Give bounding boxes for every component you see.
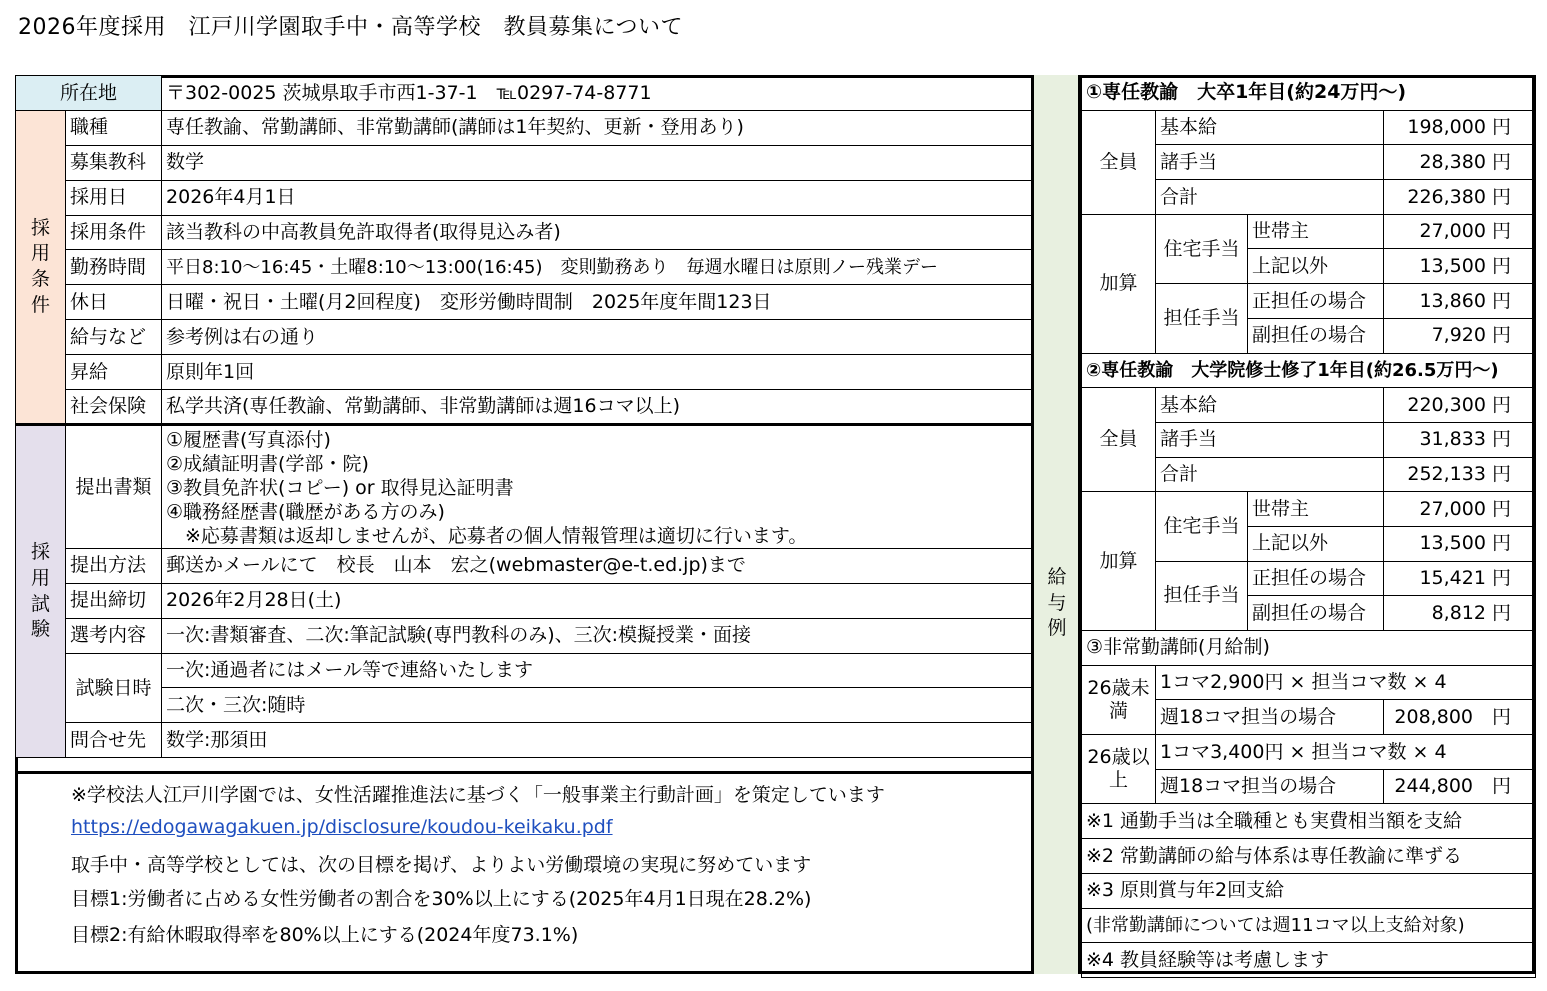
item-label: 週18コマ担当の場合 bbox=[1156, 769, 1384, 804]
location-row bbox=[16, 76, 1032, 111]
age-label: 26歳未満 bbox=[1082, 665, 1156, 734]
category-saiyo: 採用条件 bbox=[16, 110, 66, 424]
condition-value: 原則年1回 bbox=[162, 355, 1032, 390]
condition-label: 職種 bbox=[66, 110, 162, 145]
exam-label: 提出締切 bbox=[66, 583, 162, 618]
condition-label: 給与など bbox=[66, 320, 162, 355]
footnote-row bbox=[1082, 943, 1536, 978]
condition-label: 採用条件 bbox=[66, 215, 162, 250]
item-label: 諸手当 bbox=[1156, 422, 1384, 457]
condition-row bbox=[16, 215, 1032, 250]
exam-label: 試験日時 bbox=[66, 653, 162, 723]
subgroup-label: 担任手当 bbox=[1156, 561, 1248, 630]
plan-link[interactable]: https://edogawagakuen.jp/disclosure/koudou-keikaku.pdf bbox=[71, 816, 613, 838]
table-row bbox=[1082, 110, 1536, 145]
condition-value: 日曜・祝日・土曜(月2回程度) 変形労働時間制 2025年度年間123日 bbox=[162, 285, 1032, 320]
amount: 252,133 円 bbox=[1384, 457, 1536, 492]
exam-value: 郵送かメールにて 校長 山本 宏之(webmaster@e-t.ed.jp)まで bbox=[162, 548, 1032, 583]
amount: 244,800 円 bbox=[1384, 769, 1536, 804]
item-label: 世帯主 bbox=[1248, 214, 1384, 249]
condition-row bbox=[16, 355, 1032, 390]
item-label: 世帯主 bbox=[1248, 492, 1384, 527]
section-header: ③非常勤講師(月給制) bbox=[1082, 631, 1536, 666]
exam-date-row bbox=[16, 653, 1032, 688]
note-line: 目標1:労働者に占める女性労働者の割合を30%以上にする(2025年4月1日現在28.2%) bbox=[71, 888, 812, 910]
list-item: ※応募書類は返却しませんが、応募者の個人情報管理は適切に行います。 bbox=[166, 524, 808, 547]
docs-list bbox=[162, 424, 1032, 548]
footnote: ※1 通勤手当は全職種とも実費相当額を支給 bbox=[1082, 804, 1536, 839]
footnote-row bbox=[1082, 908, 1536, 943]
item-label: 週18コマ担当の場合 bbox=[1156, 700, 1384, 735]
condition-label: 勤務時間 bbox=[66, 250, 162, 285]
exam-label: 選考内容 bbox=[66, 618, 162, 653]
condition-row bbox=[16, 145, 1032, 180]
note-line: 目標2:有給休暇取得率を80%以上にする(2024年度73.1%) bbox=[71, 924, 579, 946]
list-item: ③教員免許状(コピー) or 取得見込証明書 bbox=[166, 476, 514, 499]
amount: 220,300 円 bbox=[1384, 388, 1536, 423]
exam-row bbox=[16, 583, 1032, 618]
table-row bbox=[1082, 665, 1536, 700]
group-label: 加算 bbox=[1082, 214, 1156, 353]
condition-value: 該当教科の中高教員免許取得者(取得見込み者) bbox=[162, 215, 1032, 250]
list-item: ②成績証明書(学部・院) bbox=[166, 452, 369, 475]
exam-value: 二次・三次:随時 bbox=[162, 688, 1032, 723]
condition-value: 平日8:10～16:45・土曜8:10～13:00(16:45) 変則勤務あり 毎週水曜日は原則ノー残業デー bbox=[162, 250, 1032, 285]
item-label: 諸手当 bbox=[1156, 145, 1384, 180]
item-label: 合計 bbox=[1156, 180, 1384, 215]
exam-label: 問合せ先 bbox=[66, 723, 162, 758]
item-label: 合計 bbox=[1156, 457, 1384, 492]
condition-label: 社会保険 bbox=[66, 390, 162, 425]
group-label: 全員 bbox=[1082, 388, 1156, 492]
amount: 27,000 円 bbox=[1384, 214, 1536, 249]
page-title: 2026年度採用 江戸川学園取手中・高等学校 教員募集について bbox=[18, 15, 684, 40]
list-item: ①履歴書(写真添付) bbox=[166, 428, 331, 451]
exam-value: 2026年2月28日(土) bbox=[162, 583, 1032, 618]
amount: 28,380 円 bbox=[1384, 145, 1536, 180]
subgroup-label: 住宅手当 bbox=[1156, 492, 1248, 561]
notes-section bbox=[15, 771, 1031, 974]
section-header: ①専任教諭 大卒1年目(約24万円～) bbox=[1082, 76, 1536, 111]
group-label: 全員 bbox=[1082, 110, 1156, 214]
condition-row bbox=[16, 110, 1032, 145]
table-row bbox=[1082, 492, 1536, 527]
subgroup-label: 住宅手当 bbox=[1156, 214, 1248, 283]
exam-docs-row bbox=[16, 424, 1032, 548]
group-label: 加算 bbox=[1082, 492, 1156, 631]
subgroup-label: 担任手当 bbox=[1156, 284, 1248, 353]
item-label: 副担任の場合 bbox=[1248, 318, 1384, 353]
salary-table bbox=[1081, 75, 1536, 978]
item-label: 副担任の場合 bbox=[1248, 596, 1384, 631]
item-label: 正担任の場合 bbox=[1248, 561, 1384, 596]
rate-formula: 1コマ3,400円 × 担当コマ数 × 4 bbox=[1156, 735, 1536, 770]
condition-label: 募集教科 bbox=[66, 145, 162, 180]
condition-label: 休日 bbox=[66, 285, 162, 320]
table-row bbox=[1082, 388, 1536, 423]
salary-label: 給与例 bbox=[1047, 566, 1067, 640]
condition-value: 専任教諭、常勤講師、非常勤講師(講師は1年契約、更新・登用あり) bbox=[162, 110, 1032, 145]
amount: 15,421 円 bbox=[1384, 561, 1536, 596]
amount: 31,833 円 bbox=[1384, 422, 1536, 457]
recruitment-table bbox=[15, 75, 1032, 758]
condition-row bbox=[16, 390, 1032, 425]
item-label: 上記以外 bbox=[1248, 249, 1384, 284]
exam-label: 提出方法 bbox=[66, 548, 162, 583]
footnote-row bbox=[1082, 804, 1536, 839]
footnote-row bbox=[1082, 839, 1536, 874]
footnote: ※2 常勤講師の給与体系は専任教諭に準ずる bbox=[1082, 839, 1536, 874]
age-label: 26歳以上 bbox=[1082, 735, 1156, 804]
footnote: ※4 教員経験等は考慮します bbox=[1082, 943, 1536, 978]
exam-value: 数学:那須田 bbox=[162, 723, 1032, 758]
footnote-row bbox=[1082, 873, 1536, 908]
condition-row bbox=[16, 180, 1032, 215]
amount: 208,800 円 bbox=[1384, 700, 1536, 735]
exam-label: 提出書類 bbox=[66, 424, 162, 548]
condition-row bbox=[16, 320, 1032, 355]
condition-value: 参考例は右の通り bbox=[162, 320, 1032, 355]
note-line: 取手中・高等学校としては、次の目標を掲げ、よりよい労働環境の実現に努めています bbox=[71, 854, 812, 876]
item-label: 基本給 bbox=[1156, 110, 1384, 145]
amount: 7,920 円 bbox=[1384, 318, 1536, 353]
item-label: 正担任の場合 bbox=[1248, 284, 1384, 319]
exam-value: 一次:通過者にはメール等で連絡いたします bbox=[162, 653, 1032, 688]
item-label: 基本給 bbox=[1156, 388, 1384, 423]
amount: 13,500 円 bbox=[1384, 526, 1536, 561]
item-label: 上記以外 bbox=[1248, 526, 1384, 561]
exam-row bbox=[16, 723, 1032, 758]
note-line: ※学校法人江戸川学園では、女性活躍推進法に基づく「一般事業主行動計画」を策定しています bbox=[71, 784, 885, 806]
exam-row bbox=[16, 618, 1032, 653]
exam-row bbox=[16, 548, 1032, 583]
location-label: 所在地 bbox=[16, 76, 162, 111]
amount: 27,000 円 bbox=[1384, 492, 1536, 527]
condition-row bbox=[16, 285, 1032, 320]
amount: 8,812 円 bbox=[1384, 596, 1536, 631]
rate-formula: 1コマ2,900円 × 担当コマ数 × 4 bbox=[1156, 665, 1536, 700]
category-shiken: 採用試験 bbox=[16, 424, 66, 757]
exam-value: 一次:書類審査、二次:筆記試験(専門教科のみ)、三次:模擬授業・面接 bbox=[162, 618, 1032, 653]
condition-value: 私学共済(専任教諭、常勤講師、非常勤講師は週16コマ以上) bbox=[162, 390, 1032, 425]
list-item: ④職務経歴書(職歴がある方のみ) bbox=[166, 500, 445, 523]
amount: 13,500 円 bbox=[1384, 249, 1536, 284]
condition-value: 2026年4月1日 bbox=[162, 180, 1032, 215]
condition-row bbox=[16, 250, 1032, 285]
amount: 198,000 円 bbox=[1384, 110, 1536, 145]
table-row bbox=[1082, 214, 1536, 249]
condition-value: 数学 bbox=[162, 145, 1032, 180]
footnote: (非常勤講師については週11コマ以上支給対象) bbox=[1082, 908, 1536, 943]
amount: 226,380 円 bbox=[1384, 180, 1536, 215]
section-header: ②専任教諭 大学院修士修了1年目(約26.5万円～) bbox=[1082, 353, 1536, 388]
exam-date-row bbox=[16, 688, 1032, 723]
condition-label: 採用日 bbox=[66, 180, 162, 215]
condition-label: 昇給 bbox=[66, 355, 162, 390]
amount: 13,860 円 bbox=[1384, 284, 1536, 319]
footnote: ※3 原則賞与年2回支給 bbox=[1082, 873, 1536, 908]
location-value: 〒302-0025 茨城県取手市西1-37-1 ℡0297-74-8771 bbox=[162, 76, 1032, 111]
salary-label-column bbox=[1031, 75, 1081, 974]
table-row bbox=[1082, 735, 1536, 770]
